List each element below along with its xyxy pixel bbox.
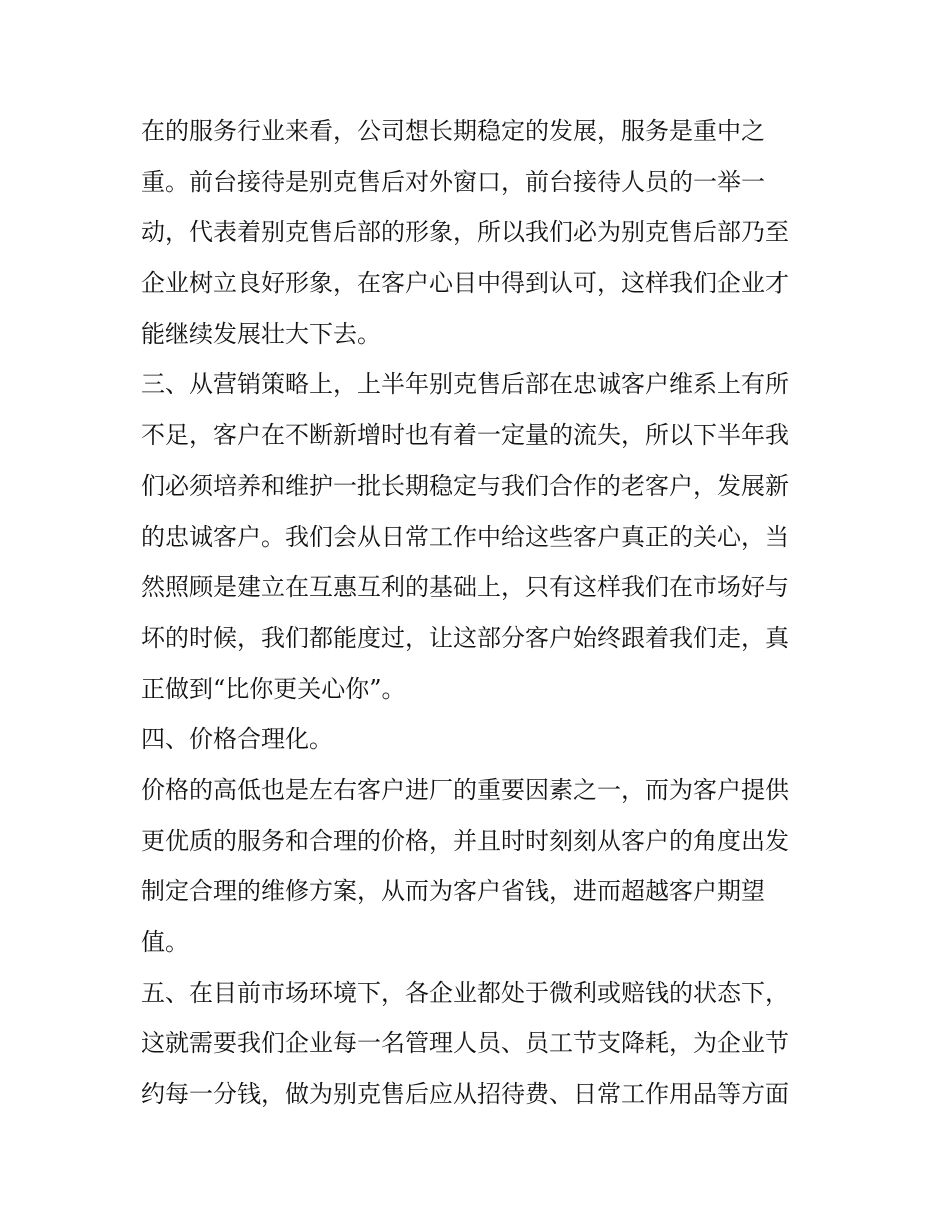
text-line: 不足，客户在不断新增时也有着一定量的流失，所以下半年我 xyxy=(141,421,789,450)
text-line: 们必须培养和维护一批长期稳定与我们合作的老客户，发展新 xyxy=(141,471,789,500)
text-line: 的忠诚客户。我们会从日常工作中给这些客户真正的关心，当 xyxy=(141,522,789,551)
text-line: 约每一分钱，做为别克售后应从招待费、日常工作用品等方面 xyxy=(141,1080,789,1109)
text-line: 企业树立良好形象，在客户心目中得到认可，这样我们企业才 xyxy=(141,269,789,298)
text-line: 值。 xyxy=(141,928,189,956)
text-line: 在的服务行业来看，公司想长期稳定的发展，服务是重中之 xyxy=(141,117,765,145)
text-line: 重。前台接待是别克售后对外窗口，前台接待人员的一举一 xyxy=(141,167,765,196)
text-line: 价格的高低也是左右客户进厂的重要因素之一，而为客户提供 xyxy=(141,775,789,804)
text-line: 然照顾是建立在互惠互利的基础上，只有这样我们在市场好与 xyxy=(141,573,789,602)
text-line: 能继续发展壮大下去。 xyxy=(141,319,381,348)
text-line: 五、在目前市场环境下，各企业都处于微利或赔钱的状态下， xyxy=(141,978,789,1007)
text-line: 更优质的服务和合理的价格，并且时时刻刻从客户的角度出发 xyxy=(141,826,789,855)
document-body xyxy=(141,106,821,1120)
text-line: 四、价格合理化。 xyxy=(141,725,333,754)
text-line: 三、从营销策略上，上半年别克售后部在忠诚客户维系上有所 xyxy=(141,370,789,399)
text-line: 这就需要我们企业每一名管理人员、员工节支降耗，为企业节 xyxy=(141,1029,789,1058)
text-line: 正做到“比你更关心你”。 xyxy=(141,674,406,703)
text-line: 坏的时候，我们都能度过，让这部分客户始终跟着我们走，真 xyxy=(141,623,789,652)
text-line: 制定合理的维修方案，从而为客户省钱，进而超越客户期望 xyxy=(141,877,765,906)
text-line: 动，代表着别克售后部的形象，所以我们必为别克售后部乃至 xyxy=(141,218,789,247)
